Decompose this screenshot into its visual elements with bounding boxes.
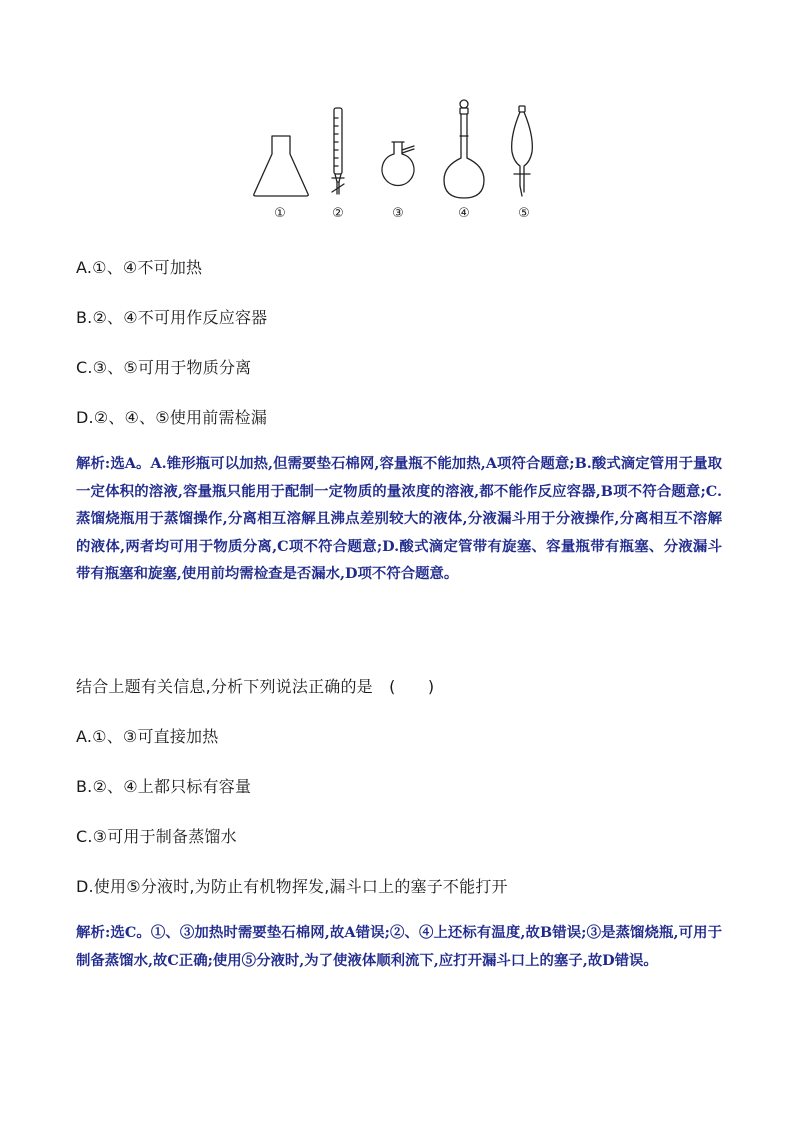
separatory-funnel-icon xyxy=(512,106,533,196)
figure-label-5: ⑤ xyxy=(518,206,530,221)
conical-flask-icon xyxy=(254,136,309,196)
figure-label-3: ③ xyxy=(392,206,404,221)
q2-option-d: D.使用⑤分液时,为防止有机物挥发,漏斗口上的塞子不能打开 xyxy=(76,877,508,896)
q1-option-c: C.③、⑤可用于物质分离 xyxy=(76,358,252,377)
figure-label-1: ① xyxy=(274,206,286,221)
figure-label-2: ② xyxy=(332,206,344,221)
q1-analysis: 解析:选A。A.锥形瓶可以加热,但需要垫石棉网,容量瓶不能加热,A项符合题意;B.酸式滴定管用于量取一定体积的溶液,容量瓶只能用于配制一定物质的量浓度的溶液,都不能作反应容器,B项不符合题意;C.蒸馏烧瓶用于蒸馏操作,分离相互溶解且沸点差别较大的液体,分液漏斗用于分液操作,分离相互不溶解的液体,两者均可用于物质分离,C项不符合题意;D.酸式滴定管带有旋塞、容量瓶带有瓶塞、分液漏斗带有瓶塞和旋塞,使用前均需检查是否漏水,D项不符合题意。 xyxy=(76,455,722,582)
q2-stem: 结合上题有关信息,分析下列说法正确的是 ( ) xyxy=(76,677,435,696)
q1-option-b: B.②、④不可用作反应容器 xyxy=(76,308,268,327)
q2-analysis: 解析:选C。①、③加热时需要垫石棉网,故A错误;②、④上还标有温度,故B错误;③是蒸馏烧瓶,可用于制备蒸馏水,故C正确;使用⑤分液时,为了使液体顺利流下,应打开漏斗口上的塞子,故D错误。 xyxy=(76,924,722,969)
q2-option-b: B.②、④上都只标有容量 xyxy=(76,777,252,796)
volumetric-flask-icon xyxy=(444,100,484,198)
figure-label-4: ④ xyxy=(458,206,470,221)
q2-option-a: A.①、③可直接加热 xyxy=(76,727,219,746)
distillation-flask-icon xyxy=(382,142,414,185)
apparatus-drawing xyxy=(248,96,548,206)
q1-option-d: D.②、④、⑤使用前需检漏 xyxy=(76,408,268,427)
burette-icon xyxy=(332,108,344,194)
q1-option-a: A.①、④不可加热 xyxy=(76,258,203,277)
apparatus-figure xyxy=(248,96,548,228)
q2-option-c: C.③可用于制备蒸馏水 xyxy=(76,827,237,846)
